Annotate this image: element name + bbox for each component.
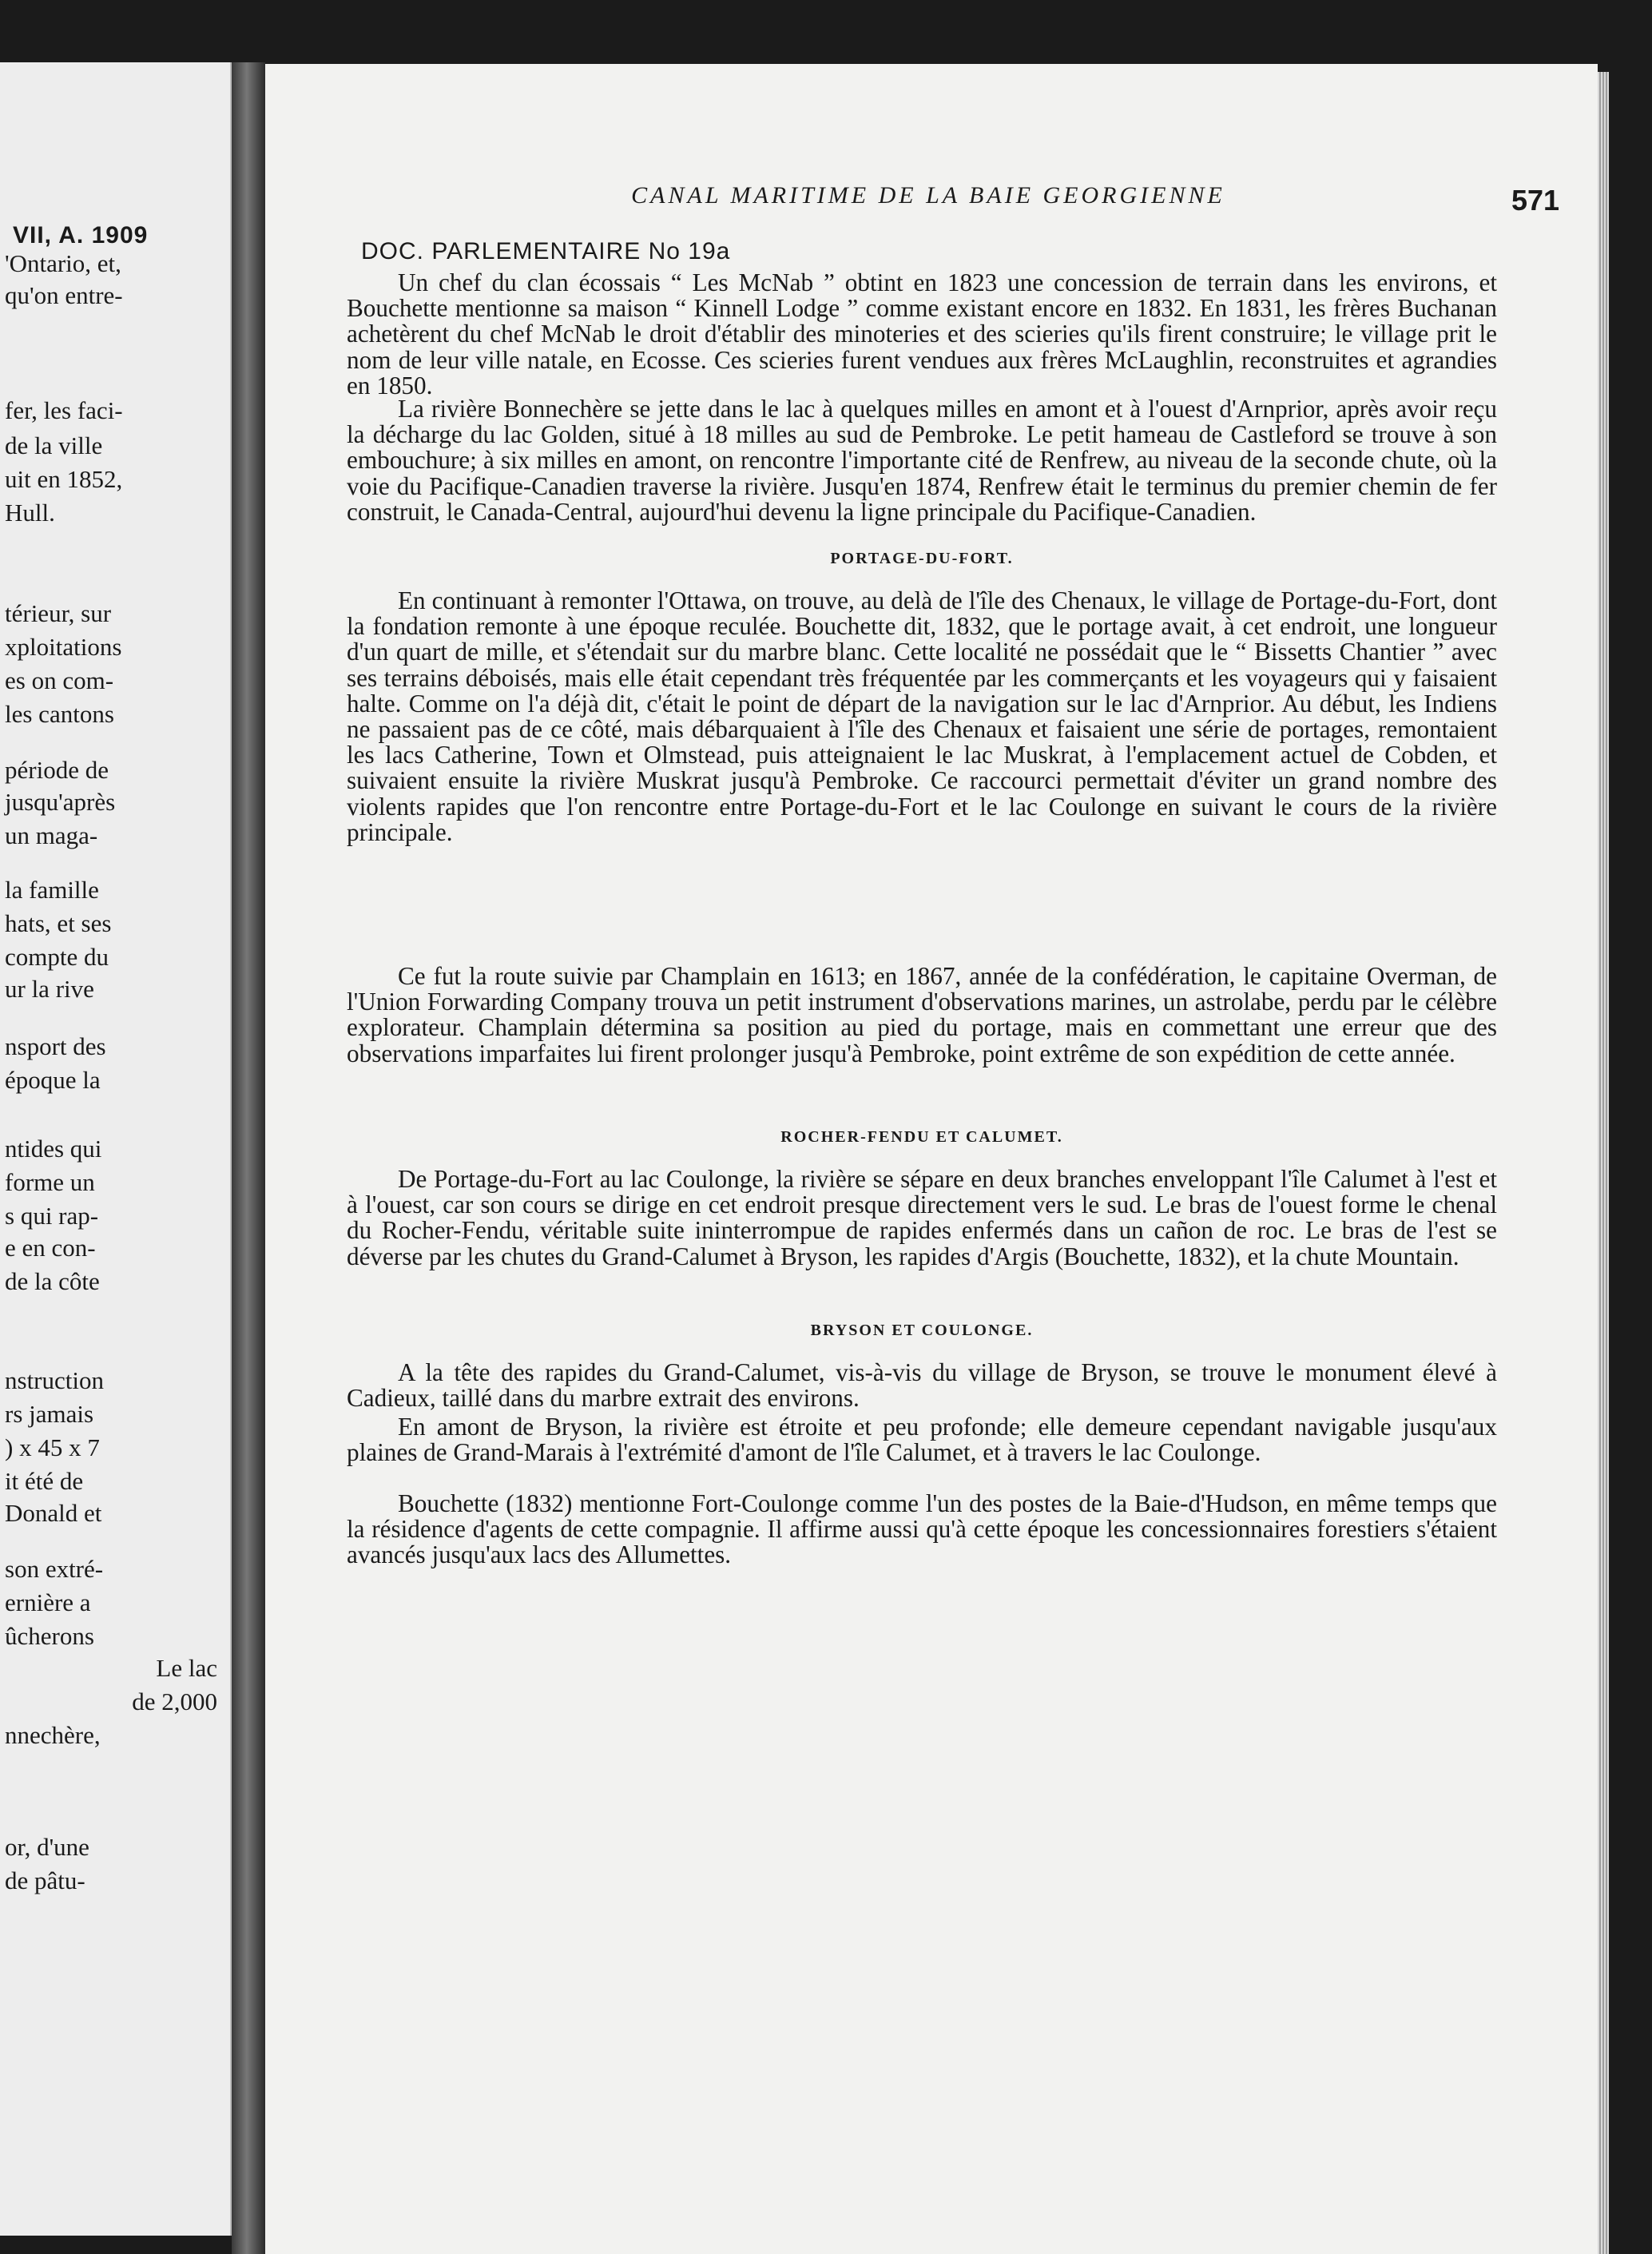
paragraph-bonnechere: La rivière Bonnechère se jette dans le lac à quelques milles en amont et à l'ouest d'Arnprior, après avoir reçu la décharge du lac Golden, situé à 18 milles au sud de Pembroke. Le petit hameau de Castleford se trouve à son embouchure; à six milles en amont, on rencontre l'importante cité de Renfrew, au niveau de la seconde chute, où la voie du Pacifique-Canadien traverse la rivière. Jusqu'en 1874, Renfrew était le terminus du premier chemin de fer construit, le Canada-Central, aujourd'hui devenu la ligne principale du Pacifique-Canadien.: [347, 395, 1497, 526]
left-line: qu'on entre-: [5, 281, 123, 309]
paragraph-mcnab: Un chef du clan écossais “ Les McNab ” obtint en 1823 une concession de terrain dans les environs, et Bouchette mentionne sa maison “ Kinnell Lodge ” comme existant encore en 1832. En 1831, les frères Buchanan achetèrent du chef McNab le droit d'établir des minoteries et des scieries qu'ils firent construire; le village prit le nom de leur ville natale, en Ecosse. Ces scieries furent vendues aux frères McLaughlin, reconstruites et agrandies en 1850.: [347, 268, 1497, 400]
left-page-header: VII, A. 1909: [13, 222, 149, 248]
left-line: de la côte: [5, 1267, 100, 1295]
paragraph-amont-bryson: En amont de Bryson, la rivière est étroite et peu profonde; elle demeure cependant navigable jusqu'aux plaines de Grand-Marais à l'extrémité d'amont de l'île Calumet, et à travers le lac Coulonge.: [347, 1413, 1497, 1467]
left-line: xploitations: [5, 633, 122, 661]
left-line: ntides qui: [5, 1135, 102, 1163]
left-line: hats, et ses: [5, 909, 112, 937]
left-line: les cantons: [5, 700, 114, 728]
paragraph-fort-coulonge: Bouchette (1832) mentionne Fort-Coulonge comme l'un des postes de la Baie-d'Hudson, en même temps que la résidence d'agents de cette compagnie. Il affirme aussi qu'à cette époque les concessionnaires forestiers s'étaient avancés jusqu'aux lacs des Allumettes.: [347, 1489, 1497, 1569]
left-line: de pâtu-: [5, 1866, 85, 1894]
left-line: ernière a: [5, 1588, 91, 1616]
left-line: Le lac: [156, 1654, 217, 1682]
left-line: s qui rap-: [5, 1202, 99, 1230]
paragraph-cadieux: A la tête des rapides du Grand-Calumet, vis-à-vis du village de Bryson, se trouve le monument élevé à Cadieux, taillé dans du marbre extrait des environs.: [347, 1358, 1497, 1413]
paragraph-champlain: Ce fut la route suivie par Champlain en 1613; en 1867, année de la confédération, le capitaine Overman, de l'Union Forwarding Company trouva un petit instrument d'observations marines, un astrolabe, perdu par le célèbre explorateur. Champlain détermina sa position au pied du portage, mais en commettant une erreur que des observations imparfaites lui firent prolonger jusqu'à Pembroke, point extrême de son expédition de cette année.: [347, 962, 1497, 1067]
left-line: période de: [5, 756, 109, 784]
page-edge: [1598, 72, 1609, 2254]
section-title-rocher-fendu: ROCHER-FENDU ET CALUMET.: [780, 1128, 1063, 1146]
running-head: CANAL MARITIME DE LA BAIE GEORGIENNE: [631, 182, 1225, 209]
previous-page-fragment: [0, 62, 232, 2236]
left-line: nnechère,: [5, 1721, 101, 1749]
left-line: uit en 1852,: [5, 465, 123, 493]
left-line: forme un: [5, 1168, 95, 1196]
left-line: époque la: [5, 1066, 101, 1094]
page-571: [265, 64, 1598, 2254]
left-line: Donald et: [5, 1499, 102, 1527]
section-title-bryson: BRYSON ET COULONGE.: [810, 1322, 1034, 1339]
left-line: fer, les faci-: [5, 396, 123, 424]
left-line: compte du: [5, 943, 109, 971]
paragraph-rocher-fendu: De Portage-du-Fort au lac Coulonge, la rivière se sépare en deux branches enveloppant l'île Calumet à l'est et à l'ouest, car son cours se dirige en cet endroit presque directement vers le sud. Le bras de l'ouest forme le chenal du Rocher-Fendu, véritable suite ininterrompue de rapides enfermés dans un cañon de roc. Le bras de l'est se déverse par les chutes du Grand-Calumet à Bryson, les rapides d'Argis (Bouchette, 1832), et la chute Mountain.: [347, 1165, 1497, 1270]
left-line: es on com-: [5, 666, 114, 694]
paragraph-portage-du-fort: En continuant à remonter l'Ottawa, on trouve, au delà de l'île des Chenaux, le village de Portage-du-Fort, dont la fondation remonte à une époque reculée. Bouchette dit, 1832, que le portage avait, à cet endroit, une longueur d'un quart de mille, et s'étendait sur du marbre blanc. Cette localité ne possédait que le “ Bissetts Chantier ” avec ses terrains déboisés, mais elle était cependant très fréquentée par les commerçants et les voyageurs qui y faisaient halte. Comme on l'a déjà dit, c'était le point de départ de la navigation sur le lac d'Arnprior. Au début, les Indiens ne passaient pas de ce côté, mais débarquaient à l'île des Chenaux et faisaient une série de portages, remontaient les lacs Catherine, Town et Olmstead, puis atteignaient le lac Muskrat, à l'emplacement actuel de Cobden, et suivaient ensuite la rivière Muskrat jusqu'à Pembroke. Ce raccourci permettait d'éviter un grand nombre des violents rapides que l'on rencontre entre Portage-du-Fort et le lac Coulonge en suivant le cours de la rivière principale.: [347, 586, 1497, 846]
left-line: de la ville: [5, 431, 103, 459]
left-line: ûcherons: [5, 1622, 94, 1650]
left-line: un maga-: [5, 821, 98, 849]
left-line: Hull.: [5, 499, 55, 527]
left-line: jusqu'après: [5, 788, 116, 816]
left-line: rs jamais: [5, 1400, 94, 1428]
section-title-portage-du-fort: PORTAGE-DU-FORT.: [830, 550, 1014, 567]
left-line: or, d'une: [5, 1833, 89, 1861]
left-line: 'Ontario, et,: [5, 249, 121, 277]
left-line: la famille: [5, 876, 99, 904]
left-line: ) x 45 x 7: [5, 1433, 100, 1461]
left-line: nstruction: [5, 1366, 104, 1394]
left-line: de 2,000: [132, 1688, 217, 1715]
document-reference: DOC. PARLEMENTAIRE No 19a: [361, 238, 731, 264]
left-line: e en con-: [5, 1234, 96, 1262]
left-line: nsport des: [5, 1032, 106, 1060]
left-line: térieur, sur: [5, 599, 112, 627]
book-binding-gutter: [232, 62, 265, 2254]
left-line: it été de: [5, 1467, 84, 1495]
left-line: ur la rive: [5, 975, 94, 1003]
left-line: son extré-: [5, 1555, 104, 1583]
page-number: 571: [1511, 184, 1560, 217]
